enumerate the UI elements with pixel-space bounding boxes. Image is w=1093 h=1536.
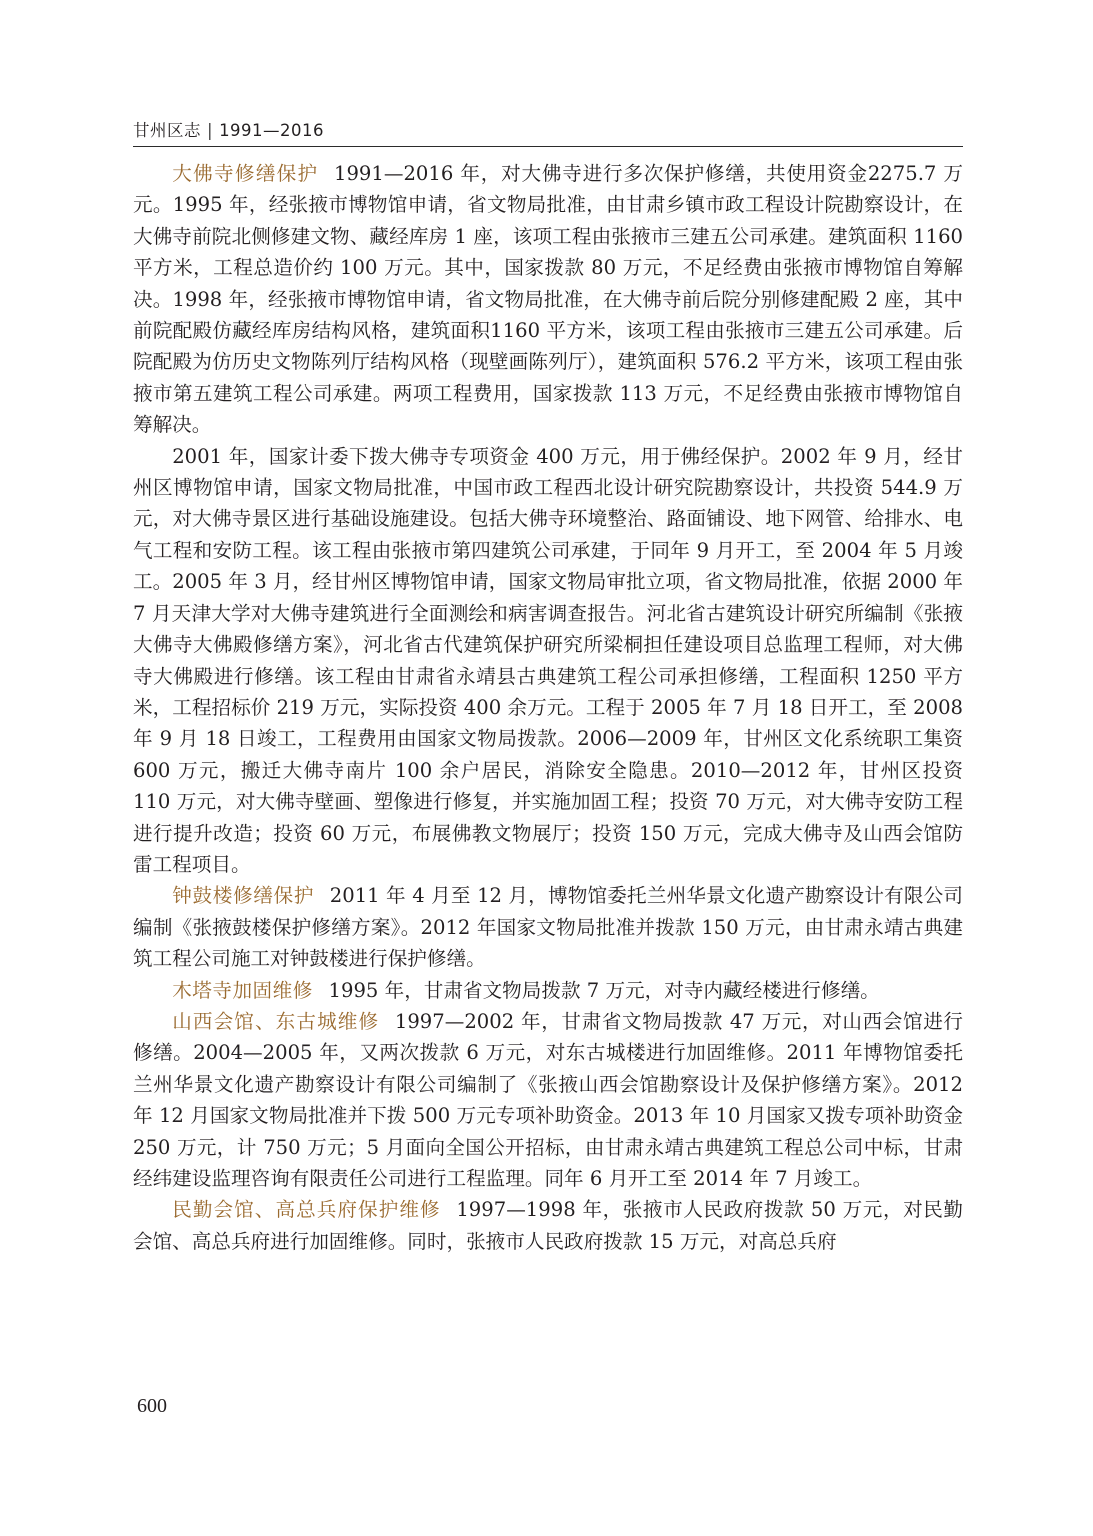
section-heading-minqin-huiguan: 民勤会馆、高总兵府保护维修	[172, 1198, 441, 1222]
section-heading-mutasi: 木塔寺加固维修	[172, 978, 313, 1002]
paragraph-text: 1995 年，甘肃省文物局拨款 7 万元，对寺内藏经楼进行修缮。	[328, 978, 880, 1002]
paragraph-shanxi-huiguan	[133, 1006, 963, 1194]
section-heading-shanxi-huiguan: 山西会馆、东古城维修	[172, 1009, 380, 1033]
book-title: 甘州区志	[133, 121, 201, 140]
section-heading-zhonggulou: 钟鼓楼修缮保护	[172, 884, 315, 908]
paragraph-dafosi-1	[133, 158, 963, 441]
page-number: 600	[137, 1395, 167, 1417]
header-separator: |	[207, 121, 214, 140]
paragraph-zhonggulou	[133, 880, 963, 974]
paragraph-text: 1997—2002 年，甘肃省文物局拨款 47 万元，对山西会馆进行修缮。2004—2005 年，又两次拨款 6 万元，对东古城楼进行加固维修。2011 年博物馆委托兰州华景文化遗产勘察设计有限公司编制了《张掖山西会馆勘察设计及保护修缮方案》。2012 年 12 月国家文物局批准并下拨 500 万元专项补助资金。2013 年 10 月国家又拨专项补助资金 250 万元，计 750 万元；5 月面向全国公开招标，由甘肃永靖古典建筑工程总公司中标，甘肃经纬建设监理咨询有限责任公司进行工程监理。同年 6 月开工至 2014 年 7 月竣工。	[133, 1009, 963, 1190]
running-header	[133, 118, 963, 147]
paragraph-text: 2011 年 4 月至 12 月，博物馆委托兰州华景文化遗产勘察设计有限公司编制《张掖鼓楼保护修缮方案》。2012 年国家文物局批准并拨款 150 万元，由甘肃永靖古典建筑工程公司施工对钟鼓楼进行保护修缮。	[133, 884, 964, 971]
paragraph-text: 1997—1998 年，张掖市人民政府拨款 50 万元，对民勤会馆、高总兵府进行加固维修。同时，张掖市人民政府拨款 15 万元，对高总兵府	[133, 1198, 963, 1253]
section-heading-dafosi: 大佛寺修缮保护	[172, 162, 319, 185]
page-body	[133, 158, 963, 1257]
paragraph-text: 1991—2016 年，对大佛寺进行多次保护修缮，共使用资金2275.7 万元。1995 年，经张掖市博物馆申请，省文物局批准，由甘肃乡镇市政工程设计院勘察设计，在大佛寺前院北侧修建文物、藏经库房 1 座，该项工程由张掖市三建五公司承建。建筑面积 1160 平方米，工程总造价约 100 万元。其中，国家拨款 80 万元，不足经费由张掖市博物馆自筹解决。1998 年，经张掖市博物馆申请，省文物局批准，在大佛寺前后院分别修建配殿 2 座，其中前院配殿仿藏经库房结构风格，建筑面积1160 平方米，该项工程由张掖市三建五公司承建。后院配殿为仿历史文物陈列厅结构风格（现壁画陈列厅），建筑面积 576.2 平方米，该项工程由张掖市第五建筑工程公司承建。两项工程费用，国家拨款 113 万元，不足经费由张掖市博物馆自筹解决。	[133, 162, 964, 437]
header-years: 1991—2016	[219, 121, 325, 140]
paragraph-mutasi	[133, 975, 963, 1006]
paragraph-text: 2001 年，国家计委下拨大佛寺专项资金 400 万元，用于佛经保护。2002 年 9 月，经甘州区博物馆申请，国家文物局批准，中国市政工程西北设计研究院勘察设计，共投资 544.9 万元，对大佛寺景区进行基础设施建设。包括大佛寺环境整治、路面铺设、地下网管、给排水、电气工程和安防工程。该工程由张掖市第四建筑公司承建，于同年 9 月开工，至 2004 年 5 月竣工。2005 年 3 月，经甘州区博物馆申请，国家文物局审批立项，省文物局批准，依据 2000 年 7 月天津大学对大佛寺建筑进行全面测绘和病害调查报告。河北省古建筑设计研究所编制《张掖大佛寺大佛殿修缮方案》，河北省古代建筑保护研究所梁桐担任建设项目总监理工程师，对大佛寺大佛殿进行修缮。该工程由甘肃省永靖县古典建筑工程公司承担修缮，工程面积 1250 平方米，工程招标价 219 万元，实际投资 400 余万元。工程于 2005 年 7 月 18 日开工，至 2008 年 9 月 18 日竣工，工程费用由国家文物局拨款。2006—2009 年，甘州区文化系统职工集资 600 万元，搬迁大佛寺南片 100 余户居民，消除安全隐患。2010—2012 年，甘州区投资 110 万元，对大佛寺壁画、塑像进行修复，并实施加固工程；投资 70 万元，对大佛寺安防工程进行提升改造；投资 60 万元，布展佛教文物展厅；投资 150 万元，完成大佛寺及山西会馆防雷工程项目。	[133, 444, 963, 876]
paragraph-minqin-huiguan	[133, 1194, 963, 1257]
paragraph-dafosi-2	[133, 441, 963, 881]
